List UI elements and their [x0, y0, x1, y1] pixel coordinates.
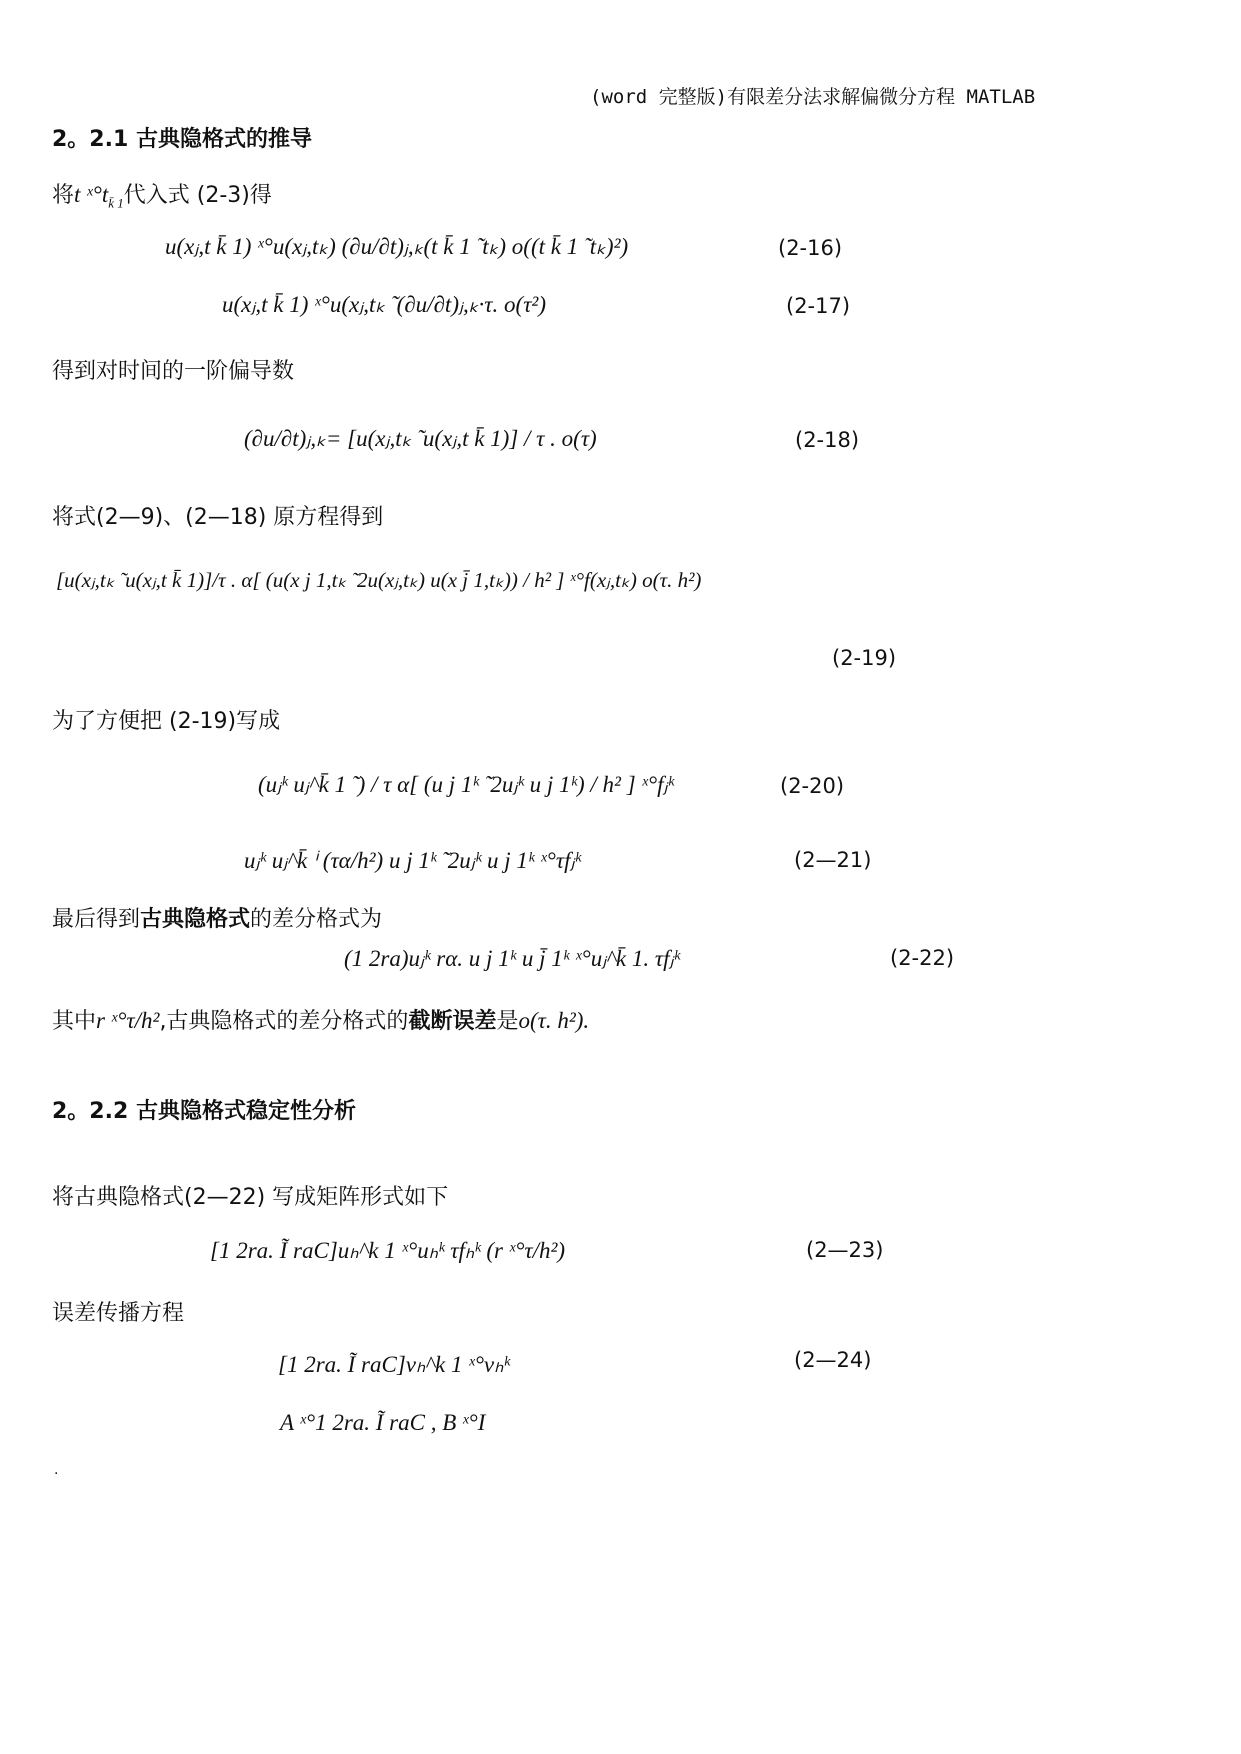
para-prefix: 将	[52, 183, 75, 208]
document-header: (word 完整版)有限差分法求解偏微分方程 MATLAB	[590, 86, 1036, 108]
inline-formula-r: r ˣ°τ/h²	[96, 1008, 160, 1033]
paragraph-first-derivative: 得到对时间的一阶偏导数	[52, 359, 295, 384]
paragraph-matrix-form: 将古典隐格式(2—22) 写成矩阵形式如下	[52, 1185, 449, 1210]
inline-formula-t: t ˣ°t	[74, 182, 109, 207]
para-suffix: 代入式 (2-3)得	[123, 183, 272, 208]
paragraph-truncation-error	[52, 1004, 589, 1035]
section-heading-2-2-1: 2。2.1 古典隐格式的推导	[52, 127, 312, 152]
equation-number-2-22: (2-22)	[890, 946, 955, 970]
section-heading-2-2-2: 2。2.2 古典隐格式稳定性分析	[52, 1099, 356, 1124]
equation-number-2-21: (2—21)	[794, 848, 872, 872]
paragraph-error-propagation: 误差传播方程	[52, 1301, 185, 1326]
equation-2-22: (1 2ra)uⱼᵏ rα. u j 1ᵏ u j̄ 1ᵏ ˣ°uⱼ^k̄ 1. τfⱼᵏ	[344, 946, 680, 971]
equation-2-20: (uⱼᵏ uⱼ^k̄ 1 ̃ ) / τ α[ (u j 1ᵏ ̃ 2uⱼᵏ u j 1ᵏ) / h² ] ˣ°fⱼᵏ	[258, 772, 674, 797]
equation-2-19: [u(xⱼ,tₖ ̃ u(xⱼ,t k̄ 1)]/τ . α[ (u(x j 1,tₖ ̃ 2u(xⱼ,tₖ) u(x j̄ 1,tₖ)) / h² ] ˣ°f(xⱼ,tₖ) o(τ. h²)	[56, 568, 702, 592]
para-trunc-post: 是	[496, 1009, 519, 1034]
para-trunc-mid: ,古典隐格式的差分格式的	[159, 1009, 409, 1034]
equation-number-2-18: (2-18)	[795, 428, 860, 452]
footer-dot: .	[54, 1462, 59, 1478]
equation-2-23: [1 2ra. Ĩ raC]uₕ^k 1 ˣ°uₕᵏ τfₕᵏ (r ˣ°τ/h²)	[210, 1238, 566, 1263]
equation-number-2-19: (2-19)	[832, 646, 897, 670]
inline-formula-order: o(τ. h²).	[518, 1008, 590, 1033]
para-scheme-suffix: 的差分格式为	[250, 907, 383, 932]
para-trunc-prefix: 其中	[52, 1009, 97, 1034]
equation-2-16: u(xⱼ,t k̄ 1) ˣ°u(xⱼ,tₖ) (∂u/∂t)ⱼ,ₖ(t k̄ 1 ̃ tₖ) o((t k̄ 1 ̃ tₖ)²)	[165, 234, 629, 259]
para-trunc-bold: 截断误差	[408, 1009, 497, 1034]
equation-number-2-24: (2—24)	[794, 1348, 872, 1372]
paragraph-scheme-intro	[52, 902, 382, 933]
equation-number-2-23: (2—23)	[806, 1238, 884, 1262]
paragraph-rewrite: 为了方便把 (2-19)写成	[52, 709, 281, 734]
inline-formula-sub: k̄ 1	[108, 195, 124, 211]
equation-number-2-16: (2-16)	[778, 236, 843, 260]
equation-number-2-20: (2-20)	[780, 774, 845, 798]
equation-2-21: uⱼᵏ uⱼ^k̄ ⁱ (τα/h²) u j 1ᵏ ̃ 2uⱼᵏ u j 1ᵏ ˣ°τfⱼᵏ	[244, 848, 581, 873]
para-scheme-bold: 古典隐格式	[140, 907, 251, 932]
equation-number-2-17: (2-17)	[786, 294, 851, 318]
paragraph-substitute-equations: 将式(2—9)、(2—18) 原方程得到	[52, 505, 384, 530]
equation-matrix-definitions: A ˣ°1 2ra. Ĩ raC , B ˣ°I	[280, 1410, 486, 1435]
equation-2-18: (∂u/∂t)ⱼ,ₖ= [u(xⱼ,tₖ ̃ u(xⱼ,t k̄ 1)] / τ . o(τ)	[244, 426, 597, 451]
equation-2-17: u(xⱼ,t k̄ 1) ˣ°u(xⱼ,tₖ ̃ (∂u/∂t)ⱼ,ₖ·τ. o(τ²)	[222, 292, 546, 317]
paragraph-substitute	[52, 178, 272, 211]
equation-2-24: [1 2ra. Ĩ raC]vₕ^k 1 ˣ°vₕᵏ	[278, 1352, 510, 1377]
para-scheme-prefix: 最后得到	[52, 907, 141, 932]
